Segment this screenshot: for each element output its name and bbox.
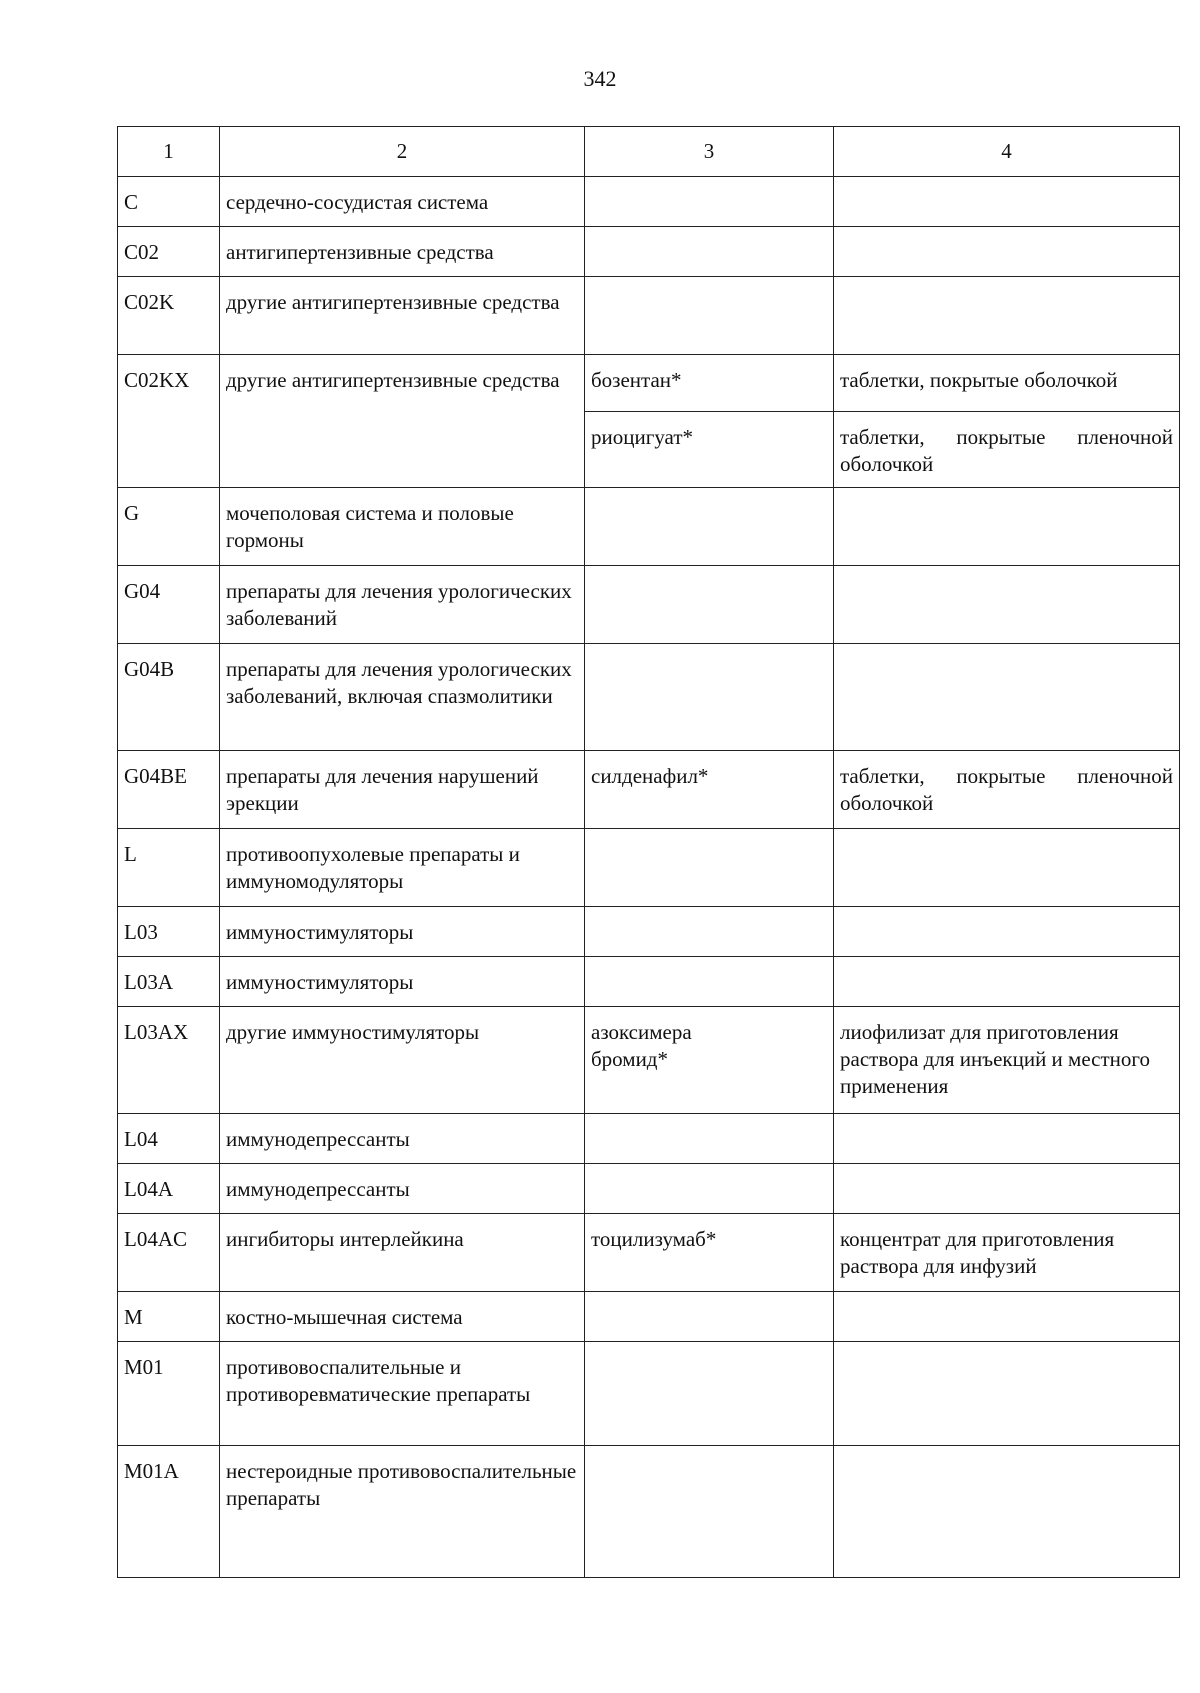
atc-code: L04AC: [118, 1214, 220, 1292]
table-row: [118, 644, 1180, 751]
drug-name: [585, 177, 834, 227]
drug-name: [585, 644, 834, 751]
dosage-form: концентрат для приготовления раствора для инфузий: [834, 1214, 1180, 1292]
dosage-form: [834, 829, 1180, 907]
atc-code: L03AX: [118, 1007, 220, 1114]
table-row: [118, 1214, 1180, 1292]
atc-code: L: [118, 829, 220, 907]
dosage-form: лиофилизат для приготовления раствора для инъекций и местного применения: [834, 1007, 1180, 1114]
drug-name: тоцилизумаб*: [585, 1214, 834, 1292]
table-row: [118, 957, 1180, 1007]
dosage-form: [834, 1342, 1180, 1446]
group-name: другие антигипертензивные средства: [220, 277, 585, 355]
dosage-form: [834, 177, 1180, 227]
table-row: [118, 566, 1180, 644]
table-row: [118, 751, 1180, 829]
drug-name: риоцигуат*: [585, 412, 834, 488]
drug-name: [585, 907, 834, 957]
atc-code: C: [118, 177, 220, 227]
drug-name: [585, 277, 834, 355]
dosage-form: [834, 1114, 1180, 1164]
atc-code: C02: [118, 227, 220, 277]
atc-code: L03: [118, 907, 220, 957]
dosage-form: [834, 957, 1180, 1007]
atc-code: G: [118, 488, 220, 566]
group-name: иммунодепрессанты: [220, 1114, 585, 1164]
table-row: [118, 1342, 1180, 1446]
drug-name: [585, 1342, 834, 1446]
column-header: 1: [118, 127, 220, 177]
atc-code: L04A: [118, 1164, 220, 1214]
group-name: сердечно-сосудистая система: [220, 177, 585, 227]
table-row: [118, 907, 1180, 957]
atc-code: M01: [118, 1342, 220, 1446]
table-row: [118, 1292, 1180, 1342]
group-name: противоопухолевые препараты и иммуномодуляторы: [220, 829, 585, 907]
drug-name: [585, 1164, 834, 1214]
table-row: [118, 488, 1180, 566]
group-name: антигипертензивные средства: [220, 227, 585, 277]
group-name: другие иммуностимуляторы: [220, 1007, 585, 1114]
dosage-form: [834, 1164, 1180, 1214]
drug-name: [585, 957, 834, 1007]
page-number: 342: [583, 66, 617, 91]
table-row: [118, 177, 1180, 227]
group-name: другие антигипертензивные средства: [220, 355, 585, 488]
atc-code: G04: [118, 566, 220, 644]
atc-code: C02K: [118, 277, 220, 355]
drug-name: [585, 829, 834, 907]
drug-name: [585, 1114, 834, 1164]
drug-name: [585, 566, 834, 644]
table-row: [118, 277, 1180, 355]
group-name: противовоспалительные и противоревматические препараты: [220, 1342, 585, 1446]
dosage-form: [834, 1446, 1180, 1578]
drug-classification-table: [117, 126, 1180, 1578]
dosage-form: таблетки, покрытые оболочкой: [834, 355, 1180, 412]
group-name: препараты для лечения урологических заболеваний, включая спазмолитики: [220, 644, 585, 751]
atc-code: L03A: [118, 957, 220, 1007]
dosage-form: [834, 488, 1180, 566]
table-row: [118, 355, 1180, 412]
table-row: [118, 1446, 1180, 1578]
group-name: препараты для лечения урологических заболеваний: [220, 566, 585, 644]
dosage-form: [834, 907, 1180, 957]
dosage-form: [834, 277, 1180, 355]
drug-name: [585, 1446, 834, 1578]
dosage-form: [834, 566, 1180, 644]
atc-code: M: [118, 1292, 220, 1342]
dosage-form: таблетки, покрытые пленочной оболочкой: [834, 751, 1180, 829]
column-header: 3: [585, 127, 834, 177]
column-header: 2: [220, 127, 585, 177]
group-name: нестероидные противовоспалительные препараты: [220, 1446, 585, 1578]
group-name: препараты для лечения нарушений эрекции: [220, 751, 585, 829]
group-name: иммуностимуляторы: [220, 957, 585, 1007]
atc-code: G04BE: [118, 751, 220, 829]
column-header: 4: [834, 127, 1180, 177]
group-name: иммунодепрессанты: [220, 1164, 585, 1214]
atc-code: M01A: [118, 1446, 220, 1578]
table-row: [118, 227, 1180, 277]
table-row: [118, 1007, 1180, 1114]
table-row: [118, 1114, 1180, 1164]
dosage-form: таблетки, покрытые пленочной оболочкой: [834, 412, 1180, 488]
drug-name: бозентан*: [585, 355, 834, 412]
atc-code: L04: [118, 1114, 220, 1164]
drug-name: [585, 227, 834, 277]
dosage-form: [834, 644, 1180, 751]
drug-name: [585, 1292, 834, 1342]
table-row: [118, 1164, 1180, 1214]
group-name: ингибиторы интерлейкина: [220, 1214, 585, 1292]
header-row: [118, 127, 1180, 177]
table-row: [118, 829, 1180, 907]
dosage-form: [834, 1292, 1180, 1342]
group-name: иммуностимуляторы: [220, 907, 585, 957]
atc-code: G04B: [118, 644, 220, 751]
group-name: мочеполовая система и половые гормоны: [220, 488, 585, 566]
atc-code: C02KX: [118, 355, 220, 488]
drug-name: силденафил*: [585, 751, 834, 829]
dosage-form: [834, 227, 1180, 277]
group-name: костно-мышечная система: [220, 1292, 585, 1342]
drug-name: азоксимера бромид*: [585, 1007, 834, 1114]
drug-name: [585, 488, 834, 566]
